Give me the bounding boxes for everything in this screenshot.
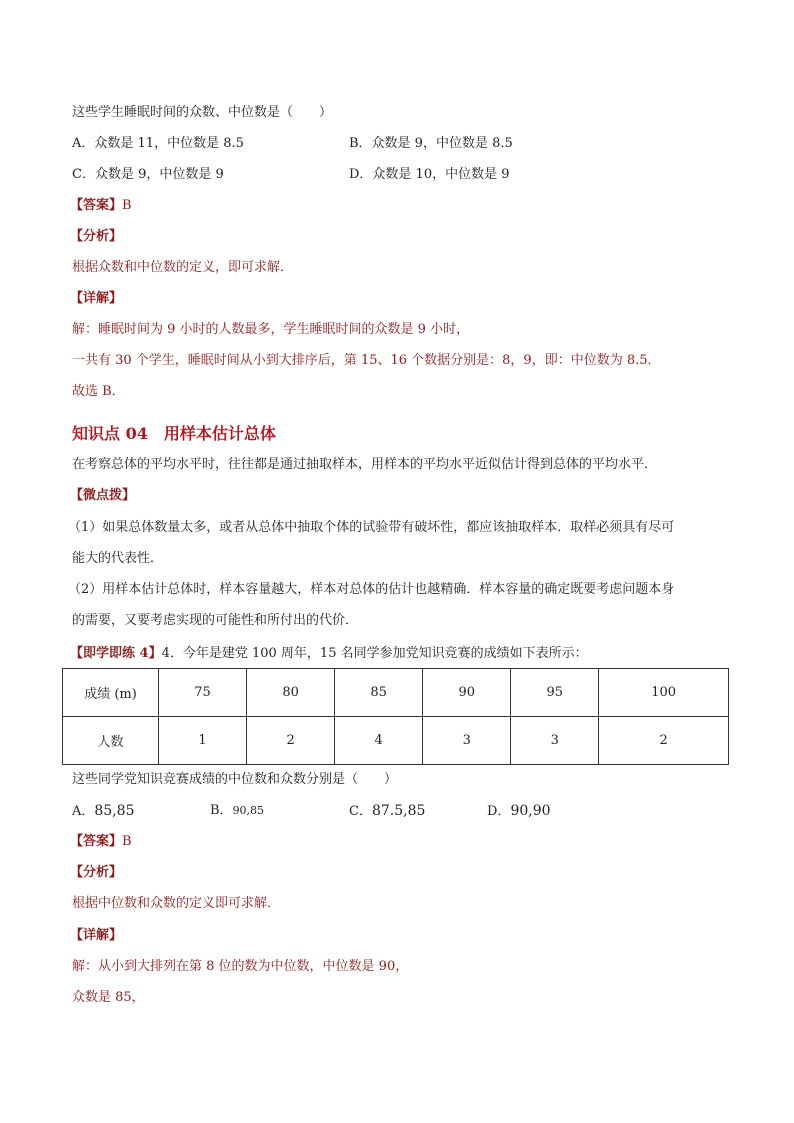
option-value: 87.5,85 [371,803,426,819]
table-cell: 4 [335,717,423,765]
q4-question: 这些同学党知识竞赛成绩的中位数和众数分别是（ ） [72,772,398,787]
table-cell: 75 [159,669,247,717]
option-value: 90,85 [232,804,265,817]
q4-stem-line [70,645,588,663]
option-label: C． [349,804,372,819]
q4-answer: B [122,834,132,849]
q4-analysis: 根据中位数和众数的定义即可求解． [72,896,281,911]
q3-detail-line: 故选 B． [72,384,125,399]
q3-option-c: C．众数是 9，中位数是 9 [72,167,224,182]
q4-answer-tag: 【答案】 [70,834,123,849]
q4-option-c [349,802,425,821]
option-value: 85,85 [94,803,135,819]
tip-line: （2）用样本估计总体时，样本容量越大，样本对总体的估计也越精确．样本容量的确定既要考虑问题本身 [68,582,675,597]
q3-option-a: A．众数是 11，中位数是 8.5 [72,136,244,151]
table-cell: 95 [511,669,599,717]
knowledge-point-intro: 在考察总体的平均水平时，往往都是通过抽取样本，用样本的平均水平近似估计得到总体的平均水平． [72,457,658,472]
tip-line: 的需要，又要考虑实现的可能性和所付出的代价． [72,613,359,628]
option-label: D． [487,804,511,819]
q3-detail-line: 一共有 30 个学生，睡眠时间从小到大排序后，第 15、16 个数据分别是：8，9，即：中位数为 8.5． [72,353,661,368]
q4-stem: 4．今年是建党 100 周年，15 名同学参加党知识竞赛的成绩如下表所示： [161,646,588,661]
tip-tag: 【微点拨】 [70,488,136,503]
tip-line: 能大的代表性． [72,551,164,566]
q3-detail-tag: 【详解】 [70,291,123,306]
table-cell: 2 [247,717,335,765]
q3-detail-line: 解：睡眠时间为 9 小时的人数最多，学生睡眠时间的众数是 9 小时， [72,322,470,337]
table-row [63,669,729,717]
q3-answer-line [70,197,132,215]
table-header-cell: 成绩 (m) [63,669,159,717]
option-value: 90,90 [510,803,551,819]
q3-option-d: D．众数是 10，中位数是 9 [349,167,510,182]
q4-detail-line: 解：从小到大排列在第 8 位的数为中位数，中位数是 90， [72,959,409,974]
q4-detail-line: 众数是 85， [72,990,145,1005]
q3-option-b: B．众数是 9，中位数是 8.5 [349,136,513,151]
table-cell: 1 [159,717,247,765]
q3-answer-tag: 【答案】 [70,198,123,213]
q4-analysis-tag: 【分析】 [70,865,123,880]
option-label: A． [72,804,95,819]
q4-option-a [72,802,134,821]
table-cell: 90 [423,669,511,717]
table-header-cell: 人数 [63,717,159,765]
q4-option-b [210,802,264,820]
tip-line: （1）如果总体数量太多，或者从总体中抽取个体的试验带有破坏性，都应该抽取样本．取样必须具有尽可 [68,520,675,535]
score-table [62,668,729,765]
q4-option-d [487,802,551,821]
option-label: B． [210,803,233,818]
table-cell: 80 [247,669,335,717]
table-row [63,717,729,765]
table-cell: 3 [423,717,511,765]
knowledge-point-title: 知识点 04 用样本估计总体 [72,424,276,443]
q3-analysis-tag: 【分析】 [70,229,123,244]
table-cell: 3 [511,717,599,765]
q4-detail-tag: 【详解】 [70,928,123,943]
q4-tag: 【即学即练 4】 [70,646,162,661]
q3-answer: B [122,198,132,213]
q3-question: 这些学生睡眠时间的众数、中位数是（ ） [72,105,333,120]
table-cell: 2 [599,717,729,765]
table-cell: 85 [335,669,423,717]
table-cell: 100 [599,669,729,717]
q3-analysis: 根据众数和中位数的定义，即可求解． [72,260,294,275]
q4-answer-line [70,833,132,851]
